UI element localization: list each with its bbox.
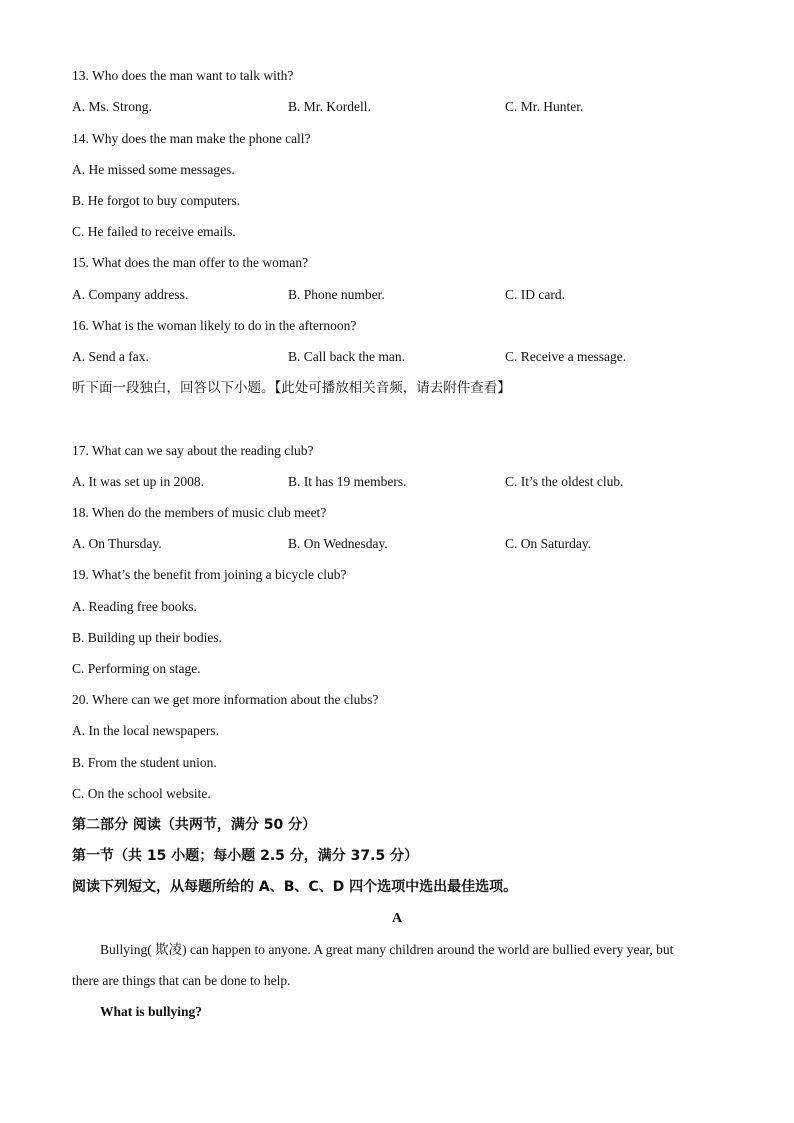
question-13-options xyxy=(72,98,732,116)
question-15-stem: 15. What does the man offer to the woman? xyxy=(72,255,309,270)
question-16-option-c: C. Receive a message. xyxy=(505,349,627,364)
question-18-option-a: A. On Thursday. xyxy=(72,536,162,551)
part-2-heading: 第二部分 阅读（共两节，满分 50 分） xyxy=(72,817,317,833)
question-13-stem: 13. Who does the man want to talk with? xyxy=(72,68,294,83)
passage-subheading: What is bullying? xyxy=(100,1004,203,1019)
question-13-option-c: C. Mr. Hunter. xyxy=(505,99,584,114)
question-17-option-c: C. It’s the oldest club. xyxy=(505,474,624,489)
question-20-stem: 20. Where can we get more information about the clubs? xyxy=(72,692,379,707)
question-14-option-c: C. He failed to receive emails. xyxy=(72,224,236,239)
question-15-option-b: B. Phone number. xyxy=(288,287,385,302)
passage-label: A xyxy=(391,911,403,926)
question-14-option-a: A. He missed some messages. xyxy=(72,162,235,177)
question-18-option-b: B. On Wednesday. xyxy=(288,536,388,551)
question-17-option-a: A. It was set up in 2008. xyxy=(72,474,204,489)
question-18-stem: 18. When do the members of music club meet? xyxy=(72,505,327,520)
question-15-option-a: A. Company address. xyxy=(72,287,189,302)
question-18-options xyxy=(72,535,732,553)
question-14-stem: 14. Why does the man make the phone call? xyxy=(72,131,311,146)
question-16-stem: 16. What is the woman likely to do in the afternoon? xyxy=(72,318,357,333)
question-18-option-c: C. On Saturday. xyxy=(505,536,592,551)
question-16-option-b: B. Call back the man. xyxy=(288,349,405,364)
question-13-option-a: A. Ms. Strong. xyxy=(72,99,152,114)
question-20-option-a: A. In the local newspapers. xyxy=(72,723,219,738)
question-19-option-b: B. Building up their bodies. xyxy=(72,630,222,645)
question-16-option-a: A. Send a fax. xyxy=(72,349,149,364)
question-20-option-b: B. From the student union. xyxy=(72,755,217,770)
question-16-options xyxy=(72,348,732,366)
question-14-option-b: B. He forgot to buy computers. xyxy=(72,193,241,208)
question-13-option-b: B. Mr. Kordell. xyxy=(288,99,371,114)
question-19-option-c: C. Performing on stage. xyxy=(72,661,201,676)
section-1-heading: 第一节（共 15 小题；每小题 2.5 分，满分 37.5 分） xyxy=(72,848,419,864)
question-17-stem: 17. What can we say about the reading club? xyxy=(72,443,314,458)
question-17-options xyxy=(72,473,732,491)
question-19-stem: 19. What’s the benefit from joining a bicycle club? xyxy=(72,567,347,582)
reading-directions: 阅读下列短文，从每题所给的 A、B、C、D 四个选项中选出最佳选项。 xyxy=(72,879,518,895)
passage-paragraph-1: Bullying( 欺凌) can happen to anyone. A great many children around the world are bullied every year, but there are things that can be done to help. xyxy=(72,942,674,988)
question-15-options xyxy=(72,286,732,304)
listening-instruction: 听下面一段独白，回答以下小题。【此处可播放相关音频，请去附件查看】 xyxy=(72,380,511,396)
question-17-option-b: B. It has 19 members. xyxy=(288,474,407,489)
question-15-option-c: C. ID card. xyxy=(505,287,565,302)
question-20-option-c: C. On the school website. xyxy=(72,786,211,801)
question-19-option-a: A. Reading free books. xyxy=(72,599,197,614)
